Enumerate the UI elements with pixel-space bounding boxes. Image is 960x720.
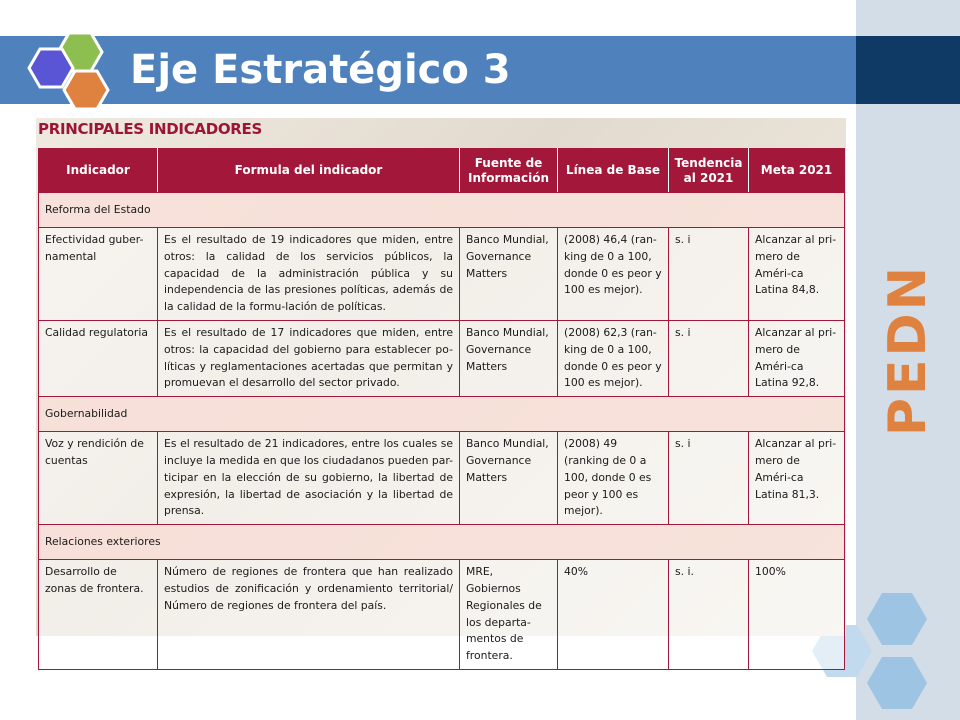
- table-row: [39, 228, 845, 321]
- table-row: [39, 560, 845, 670]
- indicators-heading: PRINCIPALES INDICADORES: [38, 120, 263, 138]
- cell-fuente: MRE, Gobiernos Regionales de los departa-mentos de frontera.: [460, 560, 558, 670]
- cell-fuente: Banco Mundial, Governance Matters: [460, 320, 558, 396]
- cell-linea-base: (2008) 46,4 (ran-king de 0 a 100, donde 0 es peor y 100 es mejor).: [558, 228, 669, 321]
- hexagon-orange: [64, 71, 108, 109]
- header-formula: Formula del indicador: [158, 149, 460, 193]
- cell-linea-base: 40%: [558, 560, 669, 670]
- table-row: [39, 432, 845, 525]
- section-title: Relaciones exteriores: [39, 525, 845, 560]
- sidebar-header-block: [856, 36, 960, 104]
- cell-meta: Alcanzar al pri-mero de Améri-ca Latina 81,3.: [749, 432, 845, 525]
- cell-indicador: Desarrollo de zonas de frontera.: [39, 560, 158, 670]
- header-fuente: Fuente de Información: [460, 149, 558, 193]
- cell-meta: Alcanzar al pri-mero de Améri-ca Latina 84,8.: [749, 228, 845, 321]
- cell-formula: Es el resultado de 19 indicadores que miden, entre otros: la calidad de los servicios públicos, la capacidad de la administración pública y su independencia de las presiones políticas, además de la calidad de la formu-lación de políticas.: [158, 228, 460, 321]
- cell-fuente: Banco Mundial, Governance Matters: [460, 228, 558, 321]
- cell-indicador: Voz y rendición de cuentas: [39, 432, 158, 525]
- hexagon-deco-bottom: [867, 657, 927, 709]
- cell-formula: Es el resultado de 17 indicadores que miden, entre otros: la capacidad del gobierno para establecer po-líticas y reglamentaciones acertadas que permitan y promuevan el desarrollo del sector privado.: [158, 320, 460, 396]
- cell-meta: Alcanzar al pri-mero de Améri-ca Latina 92,8.: [749, 320, 845, 396]
- brand-label: PEDN: [878, 263, 938, 437]
- slide-title: Eje Estratégico 3: [130, 47, 511, 93]
- hexagon-logo-icon: [10, 20, 120, 120]
- cell-formula: Número de regiones de frontera que han realizado estudios de zonificación y ordenamiento territorial/ Número de regiones de frontera del país.: [158, 560, 460, 670]
- cell-indicador: Calidad regulatoria: [39, 320, 158, 396]
- cell-linea-base: (2008) 62,3 (ran-king de 0 a 100, donde 0 es peor y 100 es mejor).: [558, 320, 669, 396]
- section-title: Reforma del Estado: [39, 193, 845, 228]
- hexagon-blue: [29, 49, 73, 87]
- cell-formula: Es el resultado de 21 indicadores, entre los cuales se incluye la medida en que los ciudadanos pueden par-ticipar en la elección de su gobierno, la libertad de expresión, la libertad de asociación y la libertad de prensa.: [158, 432, 460, 525]
- hexagon-deco-top: [867, 593, 927, 645]
- cell-fuente: Banco Mundial, Governance Matters: [460, 432, 558, 525]
- section-title: Gobernabilidad: [39, 397, 845, 432]
- header-meta: Meta 2021: [749, 149, 845, 193]
- header-indicador: Indicador: [39, 149, 158, 193]
- cell-tendencia: s. i: [669, 228, 749, 321]
- cell-tendencia: s. i.: [669, 560, 749, 670]
- table-row: [39, 320, 845, 396]
- cell-linea-base: (2008) 49 (ranking de 0 a 100, donde 0 es peor y 100 es mejor).: [558, 432, 669, 525]
- cell-indicador: Efectividad guber-namental: [39, 228, 158, 321]
- header-tendencia: Tendencia al 2021: [669, 149, 749, 193]
- indicators-table: [38, 148, 845, 670]
- header-linea-base: Línea de Base: [558, 149, 669, 193]
- cell-tendencia: s. i: [669, 320, 749, 396]
- section-row: [39, 397, 845, 432]
- cell-meta: 100%: [749, 560, 845, 670]
- cell-tendencia: s. i: [669, 432, 749, 525]
- section-row: [39, 525, 845, 560]
- section-row: [39, 193, 845, 228]
- table-header-row: [39, 149, 845, 193]
